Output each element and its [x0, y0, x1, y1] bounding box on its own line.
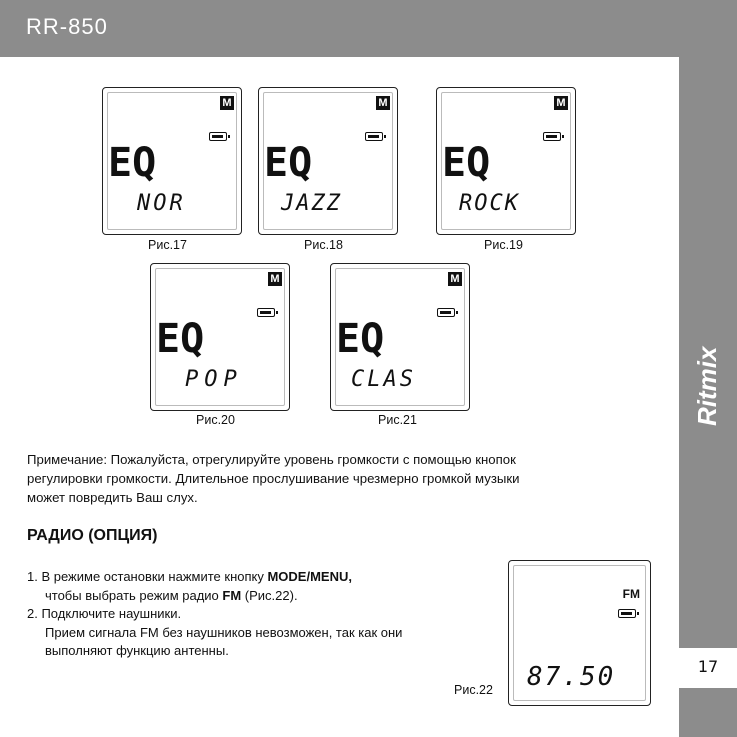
lcd-eq-text [151, 264, 291, 412]
lcd-figure-20 [150, 263, 290, 411]
figure-caption: Рис.21 [378, 413, 417, 427]
lcd-top-text: EQ [108, 140, 157, 186]
lcd-eq-text [259, 88, 399, 236]
mode-badge: M [220, 96, 234, 110]
section-heading: РАДИО (ОПЦИЯ) [27, 527, 158, 544]
note-line: может повредить Ваш слух. [27, 490, 198, 505]
lcd-eq-text [103, 88, 243, 236]
lcd-frequency [509, 561, 652, 707]
volume-note [27, 450, 657, 507]
lcd-eq-text [437, 88, 577, 236]
figure-caption: Рис.22 [454, 683, 493, 697]
brand-logo [686, 318, 730, 428]
lcd-top-text: EQ [156, 316, 205, 362]
lcd-figure-19 [436, 87, 576, 235]
fm-badge: FM [622, 587, 640, 601]
figure-caption: Рис.19 [484, 238, 523, 252]
radio-steps [27, 568, 497, 661]
step-1-figure-ref: (Рис.22). [241, 587, 298, 603]
mode-badge: M [376, 96, 390, 110]
step-1-continued [27, 587, 497, 606]
header-bar [0, 0, 737, 57]
step-2-line2: Прием сигнала FM без наушников невозможен, так как они [45, 624, 403, 640]
lcd-bottom-text: CLAS [351, 367, 416, 392]
lcd-top-text: EQ [336, 316, 385, 362]
lcd-top-text: EQ [264, 140, 313, 186]
frequency-text: 87.50 [527, 662, 616, 692]
step-1 [27, 568, 497, 587]
mode-badge: M [268, 272, 282, 286]
fm-label: FM [222, 587, 242, 603]
lcd-top-text: EQ [442, 140, 491, 186]
page-number: 17 [697, 657, 719, 676]
step-1-line2: чтобы выбрать режим радио [45, 587, 223, 603]
lcd-figure-17 [102, 87, 242, 235]
page-number-box [679, 648, 737, 688]
mode-badge: M [554, 96, 568, 110]
model-title: RR-850 [26, 14, 108, 39]
lcd-bottom-text: POP [185, 367, 243, 392]
figure-caption: Рис.20 [196, 413, 235, 427]
lcd-bottom-text: ROCK [459, 191, 520, 216]
step-2-line3: выполняют функцию антенны. [45, 643, 229, 658]
figure-caption: Рис.17 [148, 238, 187, 252]
lcd-eq-text [331, 264, 471, 412]
note-line: регулировки громкости. Длительное прослушивание чрезмерно громкой музыки [27, 471, 520, 486]
step-1-text: 1. В режиме остановки нажмите кнопку [27, 569, 268, 584]
mode-menu-label: MODE/MENU, [267, 569, 352, 584]
lcd-figure-18 [258, 87, 398, 235]
lcd-figure-21 [330, 263, 470, 411]
lcd-bottom-text: NOR [137, 191, 186, 216]
lcd-figure-22 [508, 560, 651, 706]
mode-badge: M [448, 272, 462, 286]
lcd-bottom-text: JAZZ [281, 191, 342, 216]
step-2: 2. Подключите наушники. [27, 606, 182, 621]
note-line: Примечание: Пожалуйста, отрегулируйте уровень громкости с помощью кнопок [27, 452, 516, 467]
figure-caption: Рис.18 [304, 238, 343, 252]
brand-logo-text: Ritmix [692, 346, 722, 426]
